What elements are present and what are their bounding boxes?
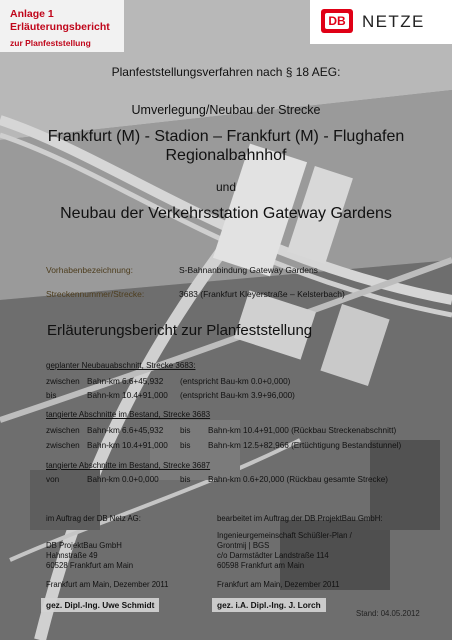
- line-number-label: Streckennummer/Strecke:: [46, 289, 145, 299]
- section1-row2-word: bis: [46, 391, 57, 400]
- netze-wordmark: NETZE: [362, 12, 425, 31]
- section3-row1-word: von: [46, 475, 60, 484]
- section1-row2-note: (entspricht Bau-km 3.9+96,000): [180, 391, 295, 400]
- section1-row2-km: Bahn-km 10.4+91,000: [87, 391, 168, 400]
- attachment-number: Anlage 1: [10, 8, 54, 20]
- document-purpose: zur Planfeststellung: [10, 38, 91, 48]
- section1-row1-word: zwischen: [46, 377, 80, 386]
- route-title-line1: Frankfurt (M) - Stadion – Frankfurt (M) - Flughafen: [47, 128, 405, 145]
- contractor-address: Ingenieurgemeinschaft Schüßler-Plan / Grontmij | BGS c/o Darmstädter Landstraße 114 60598 Frankfurt am Main: [217, 531, 352, 570]
- document-type: Erläuterungsbericht: [10, 21, 110, 33]
- document-status-date: Stand: 04.05.2012: [356, 609, 420, 618]
- db-logo-letters: DB: [325, 13, 349, 29]
- section3-row1-bis: bis: [180, 475, 191, 484]
- client-heading: im Auftrag der DB Netz AG:: [46, 514, 141, 523]
- db-netze-logo: [310, 0, 452, 44]
- contractor-signature: gez. i.A. Dipl.-Ing. J. Lorch: [212, 598, 326, 612]
- project-name-value: S-Bahnanbindung Gateway Gardens: [179, 265, 318, 275]
- contractor-date: Frankfurt am Main, Dezember 2011: [217, 580, 340, 589]
- contractor-heading: bearbeitet im Auftrag der DB ProjektBau GmbH:: [217, 514, 383, 523]
- procedure-heading: Planfeststellungsverfahren nach § 18 AEG:: [111, 65, 341, 79]
- client-address: DB ProjektBau GmbH Hahnstraße 49 60528 Frankfurt am Main: [46, 541, 134, 570]
- section-existing-3687-header: tangierte Abschnitte im Bestand, Strecke 3687: [46, 461, 211, 470]
- project-name-label: Vorhabenbezeichnung:: [46, 265, 133, 275]
- section2-row2-word: zwischen: [46, 441, 80, 450]
- section1-row1-note: (entspricht Bau-km 0.0+0,000): [180, 377, 291, 386]
- route-title-line2: Regionalbahnhof: [165, 147, 287, 164]
- station-title: Neubau der Verkehrsstation Gateway Gardens: [60, 205, 392, 222]
- section-new-construction-header: geplanter Neubauabschnitt, Strecke 3683:: [46, 361, 196, 370]
- attachment-label-box: [0, 0, 124, 52]
- section2-row2-bis: bis: [180, 441, 191, 450]
- project-subject: Umverlegung/Neubau der Strecke: [131, 103, 321, 117]
- section2-row1-word: zwischen: [46, 426, 80, 435]
- section2-row1-note: Bahn-km 10.4+91,000 (Rückbau Streckenabschnitt): [208, 426, 397, 435]
- section2-row1-km: Bahn-km 6.6+45,932: [87, 426, 164, 435]
- conjunction-und: und: [215, 180, 237, 194]
- db-logo-icon: [321, 9, 353, 33]
- section-existing-3683-header: tangierte Abschnitte im Bestand, Strecke 3683: [46, 410, 211, 419]
- client-date: Frankfurt am Main, Dezember 2011: [46, 580, 169, 589]
- client-signature: gez. Dipl.-Ing. Uwe Schmidt: [41, 598, 159, 612]
- section3-row1-km: Bahn-km 0.0+0,000: [87, 475, 159, 484]
- section2-row2-note: Bahn-km 12.5+82,966 (Ertüchtigung Bestandstunnel): [208, 441, 402, 450]
- section3-row1-note: Bahn-km 0.6+20,000 (Rückbau gesamte Strecke): [208, 475, 388, 484]
- report-title: Erläuterungsbericht zur Planfeststellung: [47, 322, 313, 339]
- section2-row2-km: Bahn-km 10.4+91,000: [87, 441, 168, 450]
- section1-row1-km: Bahn-km 6.6+45,932: [87, 377, 164, 386]
- line-number-value: 3683 (Frankfurt Kleyerstraße – Kelsterbach): [179, 289, 345, 299]
- section2-row1-bis: bis: [180, 426, 191, 435]
